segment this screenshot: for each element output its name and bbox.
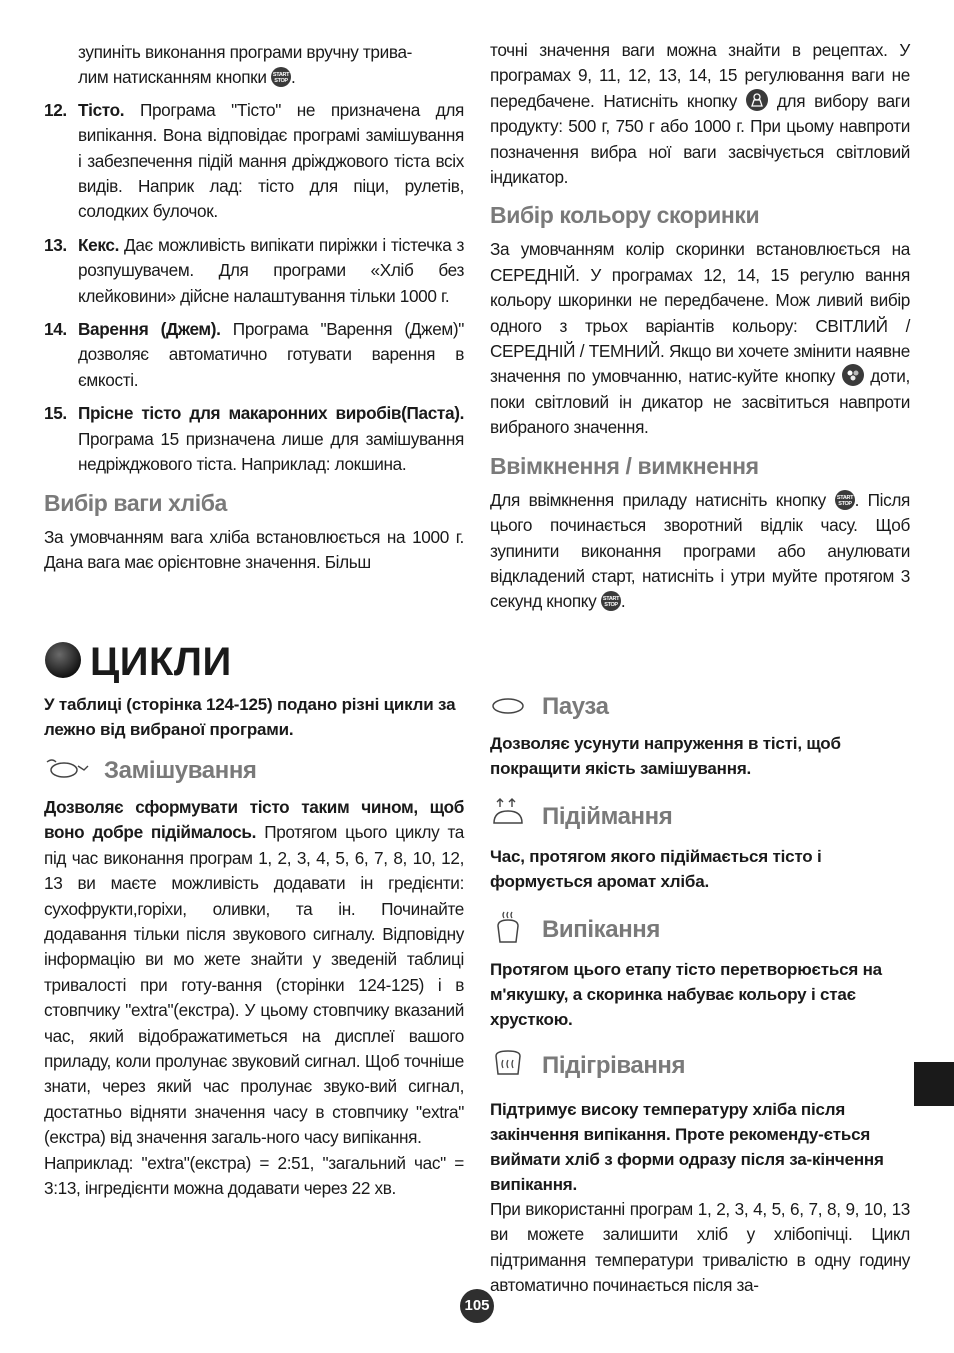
bake-icon: [490, 910, 530, 949]
weight-continuation: точні значення ваги можна знайти в рецептах. У програмах 9, 11, 12, 13, 14, 15 регулювання ваги не передбачене. Натисніть кнопку для вибору ваги продукту: 500 г, 750 г або 1000 г. При цьому навпроти позначення вибра ної ваги засвічується світловий індикатор.: [490, 40, 910, 188]
page-number: 105: [460, 1289, 494, 1323]
start-stop-icon: [601, 591, 621, 611]
weight-paragraph: За умовчанням вага хліба встановлюється на 1000 г. Дана вага має орієнтовне значення. Більш: [44, 526, 464, 572]
warm-heading: Підігрівання: [490, 1048, 910, 1083]
mixing-heading: Замішування: [44, 756, 464, 785]
svg-text:STOP: STOP: [604, 602, 618, 609]
pause-text: Дозволяє усунути напруження в тісті, щоб покращити якість замішування.: [490, 734, 841, 778]
program-item-12: 12. Тісто. Програма "Тісто" не призначена для випікання. Вона відповідає програмі замішування і забезпечення підій мання дріжджового тіста всіх видів. Наприк лад: тісто для піци, рулетів, солодких булочок.: [44, 99, 464, 222]
svg-text:STOP: STOP: [274, 78, 288, 85]
section-title-text: ЦИКЛИ: [90, 640, 232, 684]
warm-bold-text: Підтримує високу температуру хліба після закінчення випікання. Проте рекоменду-ється виймати хліб з форми одразу після за-кінчення випікання.: [490, 1100, 884, 1194]
cycles-section-title: [44, 640, 232, 685]
weight-button-icon: [746, 89, 768, 111]
program-item-13: 13. Кекс. Дає можливість випікати пиріжки і тістечка з розпушувачем. Для програми «Хліб без клейковини» дійсне налаштування тільки 1000 г.: [44, 234, 464, 306]
pause-heading: Пауза: [490, 692, 910, 721]
mixing-example: Наприклад: "extra"(екстра) = 2:51, "загальний час" = 3:13, інгредієнти можна додавати через 22 хв.: [44, 1152, 464, 1199]
start-stop-icon: [835, 490, 855, 510]
svg-text:START: START: [836, 494, 853, 501]
svg-text:START: START: [602, 596, 619, 603]
intro-paragraph: зупиніть виконання програми вручну трива- лим натисканням кнопки START STOP .: [78, 42, 413, 88]
start-stop-icon: [271, 67, 291, 87]
right-column-bottom: [490, 692, 910, 1299]
onoff-paragraph: Для ввімкнення приладу натисніть кнопку START STOP . Після цього починається зворотний відлік часу. Щоб зупинити виконання програми або анулювати відкладений старт, натисніть і утри муйте протягом 3 секунд кнопку START STOP .: [490, 489, 911, 612]
rise-heading: Підіймання: [490, 797, 910, 836]
program-item-15: 15. Прісне тісто для макаронних виробів(Паста). Програма 15 призначена лише для замішування недріжджового тіста. Наприклад: локшина.: [44, 403, 464, 475]
chapter-tab-marker: [914, 1062, 954, 1106]
intro-text-1: зупиніть виконання програми вручну трива-: [78, 42, 413, 62]
right-column-top: [490, 38, 910, 615]
warm-text: При використанні програм 1, 2, 3, 4, 5, 6, 7, 8, 9, 10, 13 ви можете залишити хліб у хлібопічці. Цикл підтримання температури тривалістю в одну годину автоматично починається після за-: [490, 1199, 910, 1296]
warm-icon: [490, 1048, 530, 1083]
rise-icon: [490, 797, 530, 836]
crust-heading: Вибір кольору скоринки: [490, 202, 760, 229]
weight-heading: Вибір ваги хліба: [44, 489, 227, 516]
bake-text: Протягом цього етапу тісто перетворюється на м'якушку, а скоринка набуває кольору і стає хрусткою.: [490, 960, 882, 1029]
crust-paragraph: За умовчанням колір скоринки встановлюється на СЕРЕДНІЙ. У програмах 12, 14, 15 регулю вання кольору шкоринки не передбачене. Мож ливий вибір одного з трьох варіантів кольору: СВІТЛИЙ / СЕРЕДНІЙ / ТЕМНИЙ. Якщо ви хочете змінити наявне значення по умовчанню, натис-куйте кнопку доти, поки світловий ін дикатор не засвітиться навпроти вибраного значення.: [490, 239, 910, 438]
cycles-intro: У таблиці (сторінка 124-125) подано різні цикли за лежно від вибраної програми.: [44, 695, 456, 739]
section-bullet-icon: [44, 641, 82, 684]
left-column-top: [44, 40, 464, 575]
svg-text:STOP: STOP: [837, 500, 852, 507]
pause-icon: [490, 692, 530, 721]
program-item-14: 14. Варення (Джем). Програма "Варення (Джем)" дозволяє автоматично готувати варення в ємкості.: [44, 319, 464, 390]
left-column-bottom: [44, 692, 464, 1202]
svg-text:START: START: [272, 72, 290, 79]
bake-heading: Випікання: [490, 910, 910, 949]
rise-text: Час, протягом якого підіймається тісто і формується аромат хліба.: [490, 847, 822, 891]
onoff-heading: Ввімкнення / вимкнення: [490, 452, 759, 479]
mixing-icon: [44, 756, 92, 785]
crust-color-button-icon: [842, 364, 864, 386]
intro-text-2: лим натисканням кнопки: [78, 67, 267, 88]
mixing-paragraph: Дозволяє сформувати тісто таким чином, щоб воно добре підіймалось. Протягом цього циклу та під час виконання програм 1, 2, 3, 4, 5, 6, 7, 8, 10, 12, 13 ви маєте можливість додавати ін гредієнти: сухофрукти,горіхи, оливки, та ін. Починайте додавання тільки після звукового сигналу. Відповідну інформацію ви мо жете знайти у зведеній таблиці тривалості при готу-вання (сторінки 124-125) і в стовпчику "extra"(екстра). У цьому стовпчику вказаний час, який відображатиметься на дисплеї вашого приладу, коли пролунає звуковий сигнал. Щоб точніше знати, через який час пролунає звуко-вий сигнал, достатньо відняти значення часу в стовпчику "extra"(екстра) від значення загаль-ного часу випікання.: [44, 797, 464, 1148]
